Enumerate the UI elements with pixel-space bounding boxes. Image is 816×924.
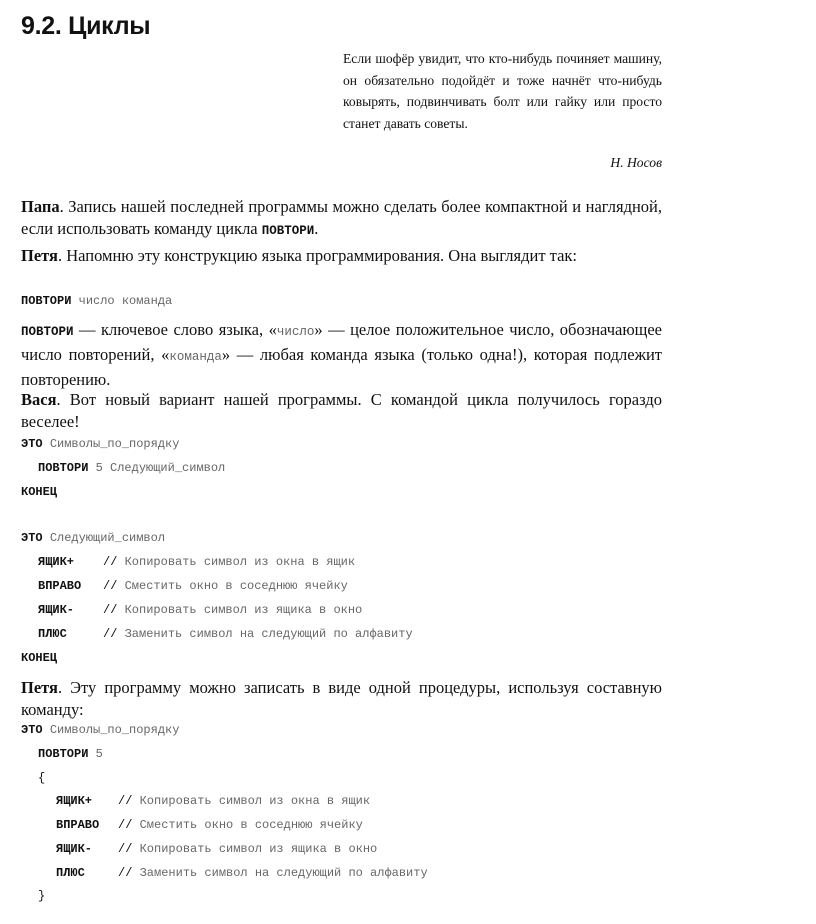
- code-line: [56, 866, 85, 880]
- comment-marker: //: [118, 818, 133, 832]
- code-comment: [118, 866, 428, 880]
- code-keyword: ЯЩИК-: [38, 603, 75, 617]
- code-keyword: ВПРАВО: [38, 579, 82, 593]
- code-comment: [103, 627, 413, 641]
- code-keyword: ЭТО: [21, 531, 43, 545]
- code-line: [21, 651, 57, 665]
- syntax-line: [21, 294, 172, 308]
- comment-marker: //: [118, 794, 133, 808]
- code-line: [38, 771, 45, 785]
- code-comment: [118, 842, 377, 856]
- section-heading: 9.2. Циклы: [21, 12, 151, 40]
- comment-text: Сместить окно в соседнюю ячейку: [124, 579, 348, 593]
- code-line: [21, 485, 57, 499]
- keyword: ПОВТОРИ: [261, 223, 315, 238]
- paragraph-text: . Эту программу можно записать в виде одной процедуры, используя составную команду:: [21, 678, 662, 719]
- comment-text: Сместить окно в соседнюю ячейку: [139, 818, 363, 832]
- code-keyword: ЭТО: [21, 723, 43, 737]
- code-brace: }: [38, 889, 46, 903]
- comment-text: Копировать символ из окна в ящик: [124, 555, 356, 569]
- code-brace: {: [38, 771, 46, 785]
- code-text: Символы_по_порядку: [49, 723, 180, 737]
- code-line: [38, 555, 74, 569]
- code-text: 5: [95, 747, 103, 761]
- code-line: [56, 842, 92, 856]
- code-comment: [103, 579, 348, 593]
- code-comment: [118, 794, 370, 808]
- syntax-arg: число: [276, 325, 315, 339]
- code-line: [21, 437, 179, 451]
- paragraph-syntax-explanation: [21, 319, 662, 390]
- speaker-name: Петя: [21, 246, 58, 265]
- speaker-name: Петя: [21, 678, 58, 697]
- comment-marker: //: [103, 579, 118, 593]
- comment-text: Заменить символ на следующий по алфавиту: [124, 627, 413, 641]
- comment-text: Копировать символ из окна в ящик: [139, 794, 371, 808]
- epigraph-text: Если шофёр увидит, что кто-нибудь починяет машину, он обязательно подойдёт и тоже начнёт что-нибудь ковырять, подвинчивать болт или гайку или просто станет давать советы.: [343, 51, 662, 131]
- keyword: ПОВТОРИ: [21, 325, 74, 339]
- code-comment: [103, 555, 355, 569]
- epigraph-author: Н. Носов: [610, 155, 662, 170]
- code-keyword: КОНЕЦ: [21, 651, 58, 665]
- paragraph-text: — ключевое слово языка, «: [73, 320, 277, 339]
- comment-text: Заменить символ на следующий по алфавиту: [139, 866, 428, 880]
- code-keyword: ПОВТОРИ: [38, 461, 89, 475]
- code-line: [21, 531, 165, 545]
- paragraph-text: .: [314, 218, 319, 238]
- paragraph-vasya: [21, 389, 662, 433]
- paragraph-papa: [21, 196, 662, 243]
- code-line: [56, 794, 92, 808]
- code-text: Символы_по_порядку: [49, 437, 180, 451]
- code-keyword: ЯЩИК+: [56, 794, 93, 808]
- paragraph-petya-1: [21, 245, 662, 267]
- code-keyword: ЭТО: [21, 437, 43, 451]
- code-keyword: ПЛЮС: [38, 627, 67, 641]
- code-keyword: ЯЩИК-: [56, 842, 93, 856]
- comment-marker: //: [118, 842, 133, 856]
- code-keyword: ВПРАВО: [56, 818, 100, 832]
- paragraph-text: . Запись нашей последней программы можно сделать более компактной и наглядной, если использовать команду цикла: [21, 197, 662, 238]
- code-keyword: ПЛЮС: [56, 866, 85, 880]
- speaker-name: Папа: [21, 197, 60, 216]
- code-text: 5 Следующий_символ: [95, 461, 226, 475]
- code-line: [38, 889, 45, 903]
- paragraph-text: » — любая команда языка (только одна!), которая подлежит повторению.: [21, 344, 663, 389]
- comment-marker: //: [103, 555, 118, 569]
- code-line: [21, 723, 179, 737]
- code-keyword: ЯЩИК+: [38, 555, 75, 569]
- keyword: ПОВТОРИ: [21, 294, 72, 308]
- comment-text: Копировать символ из ящика в окно: [124, 603, 363, 617]
- paragraph-text: . Напомню эту конструкцию языка программирования. Она выглядит так:: [57, 246, 578, 265]
- code-comment: [118, 818, 363, 832]
- comment-marker: //: [118, 866, 133, 880]
- comment-marker: //: [103, 627, 118, 641]
- code-line: [38, 461, 225, 475]
- code-line: [56, 818, 99, 832]
- code-line: [38, 579, 81, 593]
- code-comment: [103, 603, 362, 617]
- speaker-name: Вася: [21, 390, 57, 409]
- code-text: Следующий_символ: [49, 531, 166, 545]
- code-line: [38, 627, 67, 641]
- code-line: [38, 603, 74, 617]
- syntax-args: число команда: [78, 294, 173, 308]
- paragraph-petya-2: [21, 677, 662, 721]
- code-keyword: ПОВТОРИ: [38, 747, 89, 761]
- comment-marker: //: [103, 603, 118, 617]
- syntax-arg: команда: [169, 349, 222, 364]
- code-line: [38, 747, 103, 761]
- code-keyword: КОНЕЦ: [21, 485, 58, 499]
- paragraph-text: » — целое положительное число, обозначающее число повторений, «: [21, 320, 663, 364]
- paragraph-text: . Вот новый вариант нашей программы. С командой цикла получилось гораздо веселее!: [21, 390, 662, 431]
- comment-text: Копировать символ из ящика в окно: [139, 842, 378, 856]
